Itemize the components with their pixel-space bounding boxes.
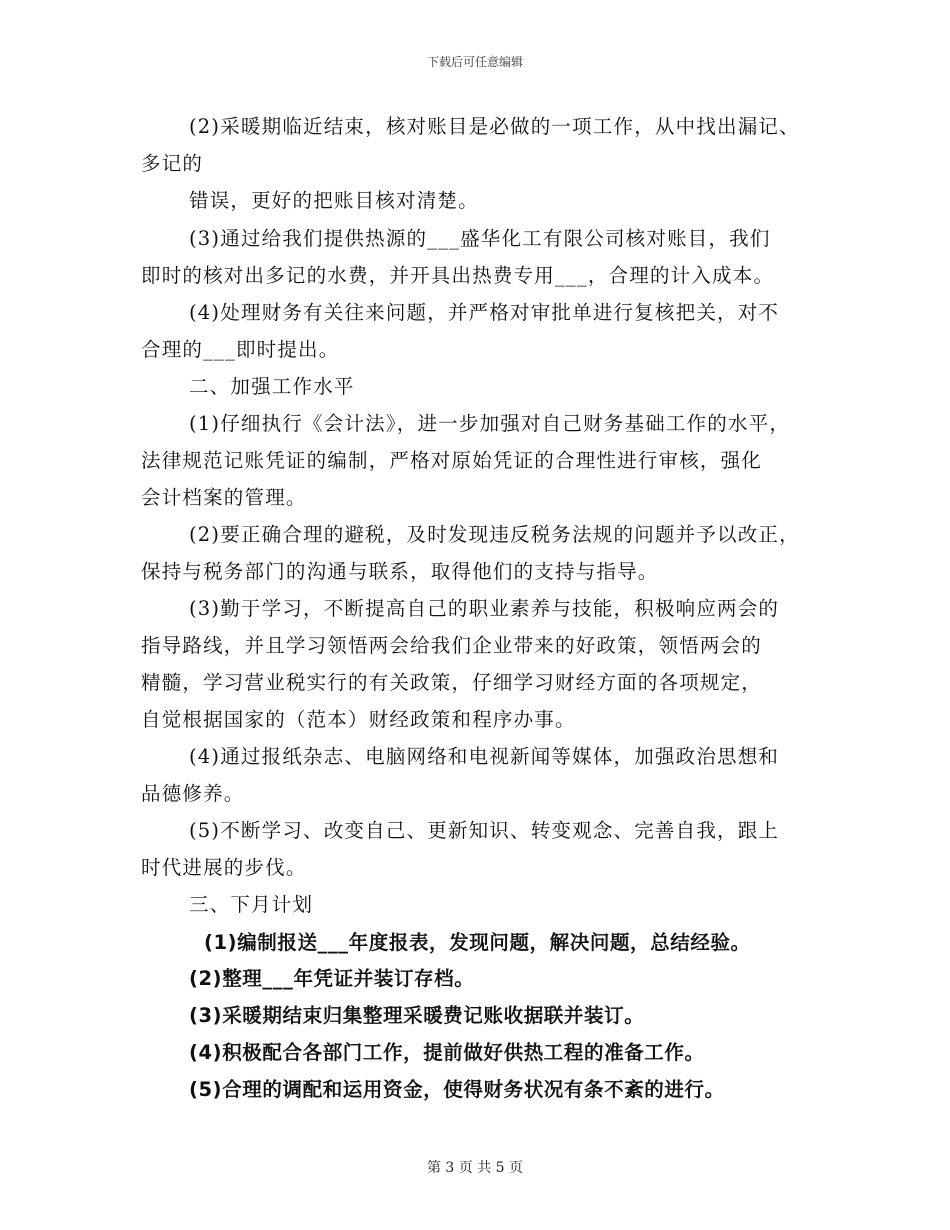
- paragraph-line: 会计档案的管理。: [141, 486, 307, 509]
- page-footer: 第 3 页 共 5 页: [426, 1160, 524, 1176]
- paragraph-line: 时代进展的步伐。: [141, 856, 307, 879]
- paragraph-line: 错误，更好的把账目核对清楚。: [189, 189, 479, 212]
- paragraph-line: 法律规范记账凭证的编制，严格对原始凭证的合理性进行审核，强化: [141, 449, 763, 472]
- paragraph-line: 指导路线，并且学习领悟两会给我们企业带来的好政策，领悟两会的: [141, 634, 763, 657]
- plan-item: (3)采暖期结束归集整理采暖费记账收据联并装订。: [189, 1004, 645, 1027]
- plan-item: (4)积极配合各部门工作，提前做好供热工程的准备工作。: [189, 1041, 705, 1064]
- paragraph-line: (3)通过给我们提供热源的___盛华化工有限公司核对账目，我们: [189, 227, 771, 250]
- paragraph-line: (5)不断学习、改变自己、更新知识、转变观念、完善自我，跟上: [189, 819, 780, 842]
- paragraph-line: 合理的___即时提出。: [141, 338, 340, 361]
- paragraph-line: 精髓，学习营业税实行的有关政策，仔细学习财经方面的各项规定，: [141, 671, 763, 694]
- paragraph-line: (1)仔细执行《会计法》，进一步加强对自己财务基础工作的水平，: [189, 412, 791, 435]
- paragraph-line: 自觉根据国家的（范本）财经政策和程序办事。: [141, 708, 576, 731]
- plan-item: (2)整理___年凭证并装订存档。: [189, 967, 475, 990]
- paragraph-line: 品德修养。: [141, 782, 245, 805]
- paragraph-line: 即时的核对出多记的水费，并开具出热费专用___，合理的计入成本。: [141, 264, 775, 287]
- paragraph-line: (4)处理财务有关往来问题，并严格对审批单进行复核把关，对不: [189, 301, 780, 324]
- section-heading: 二、加强工作水平: [189, 375, 355, 398]
- paragraph-line: (2)采暖期临近结束，核对账目是必做的一项工作，从中找出漏记、: [189, 115, 800, 138]
- section-heading: 三、下月计划: [189, 893, 314, 916]
- page-header: 下载后可任意编辑: [426, 55, 523, 69]
- paragraph-line: (4)通过报纸杂志、电脑网络和电视新闻等媒体，加强政治思想和: [189, 745, 780, 768]
- paragraph-line: (2)要正确合理的避税，及时发现违反税务法规的问题并予以改正，: [189, 523, 800, 546]
- paragraph-line: 保持与税务部门的沟通与联系，取得他们的支持与指导。: [141, 560, 659, 583]
- paragraph-line: (3)勤于学习，不断提高自己的职业素养与技能，积极响应两会的: [189, 597, 780, 620]
- plan-item: (5)合理的调配和运用资金，使得财务状况有条不紊的进行。: [189, 1078, 725, 1101]
- paragraph-line: 多记的: [141, 152, 204, 175]
- plan-item: (1)编制报送___年度报表，发现问题，解决问题，总结经验。: [204, 931, 751, 954]
